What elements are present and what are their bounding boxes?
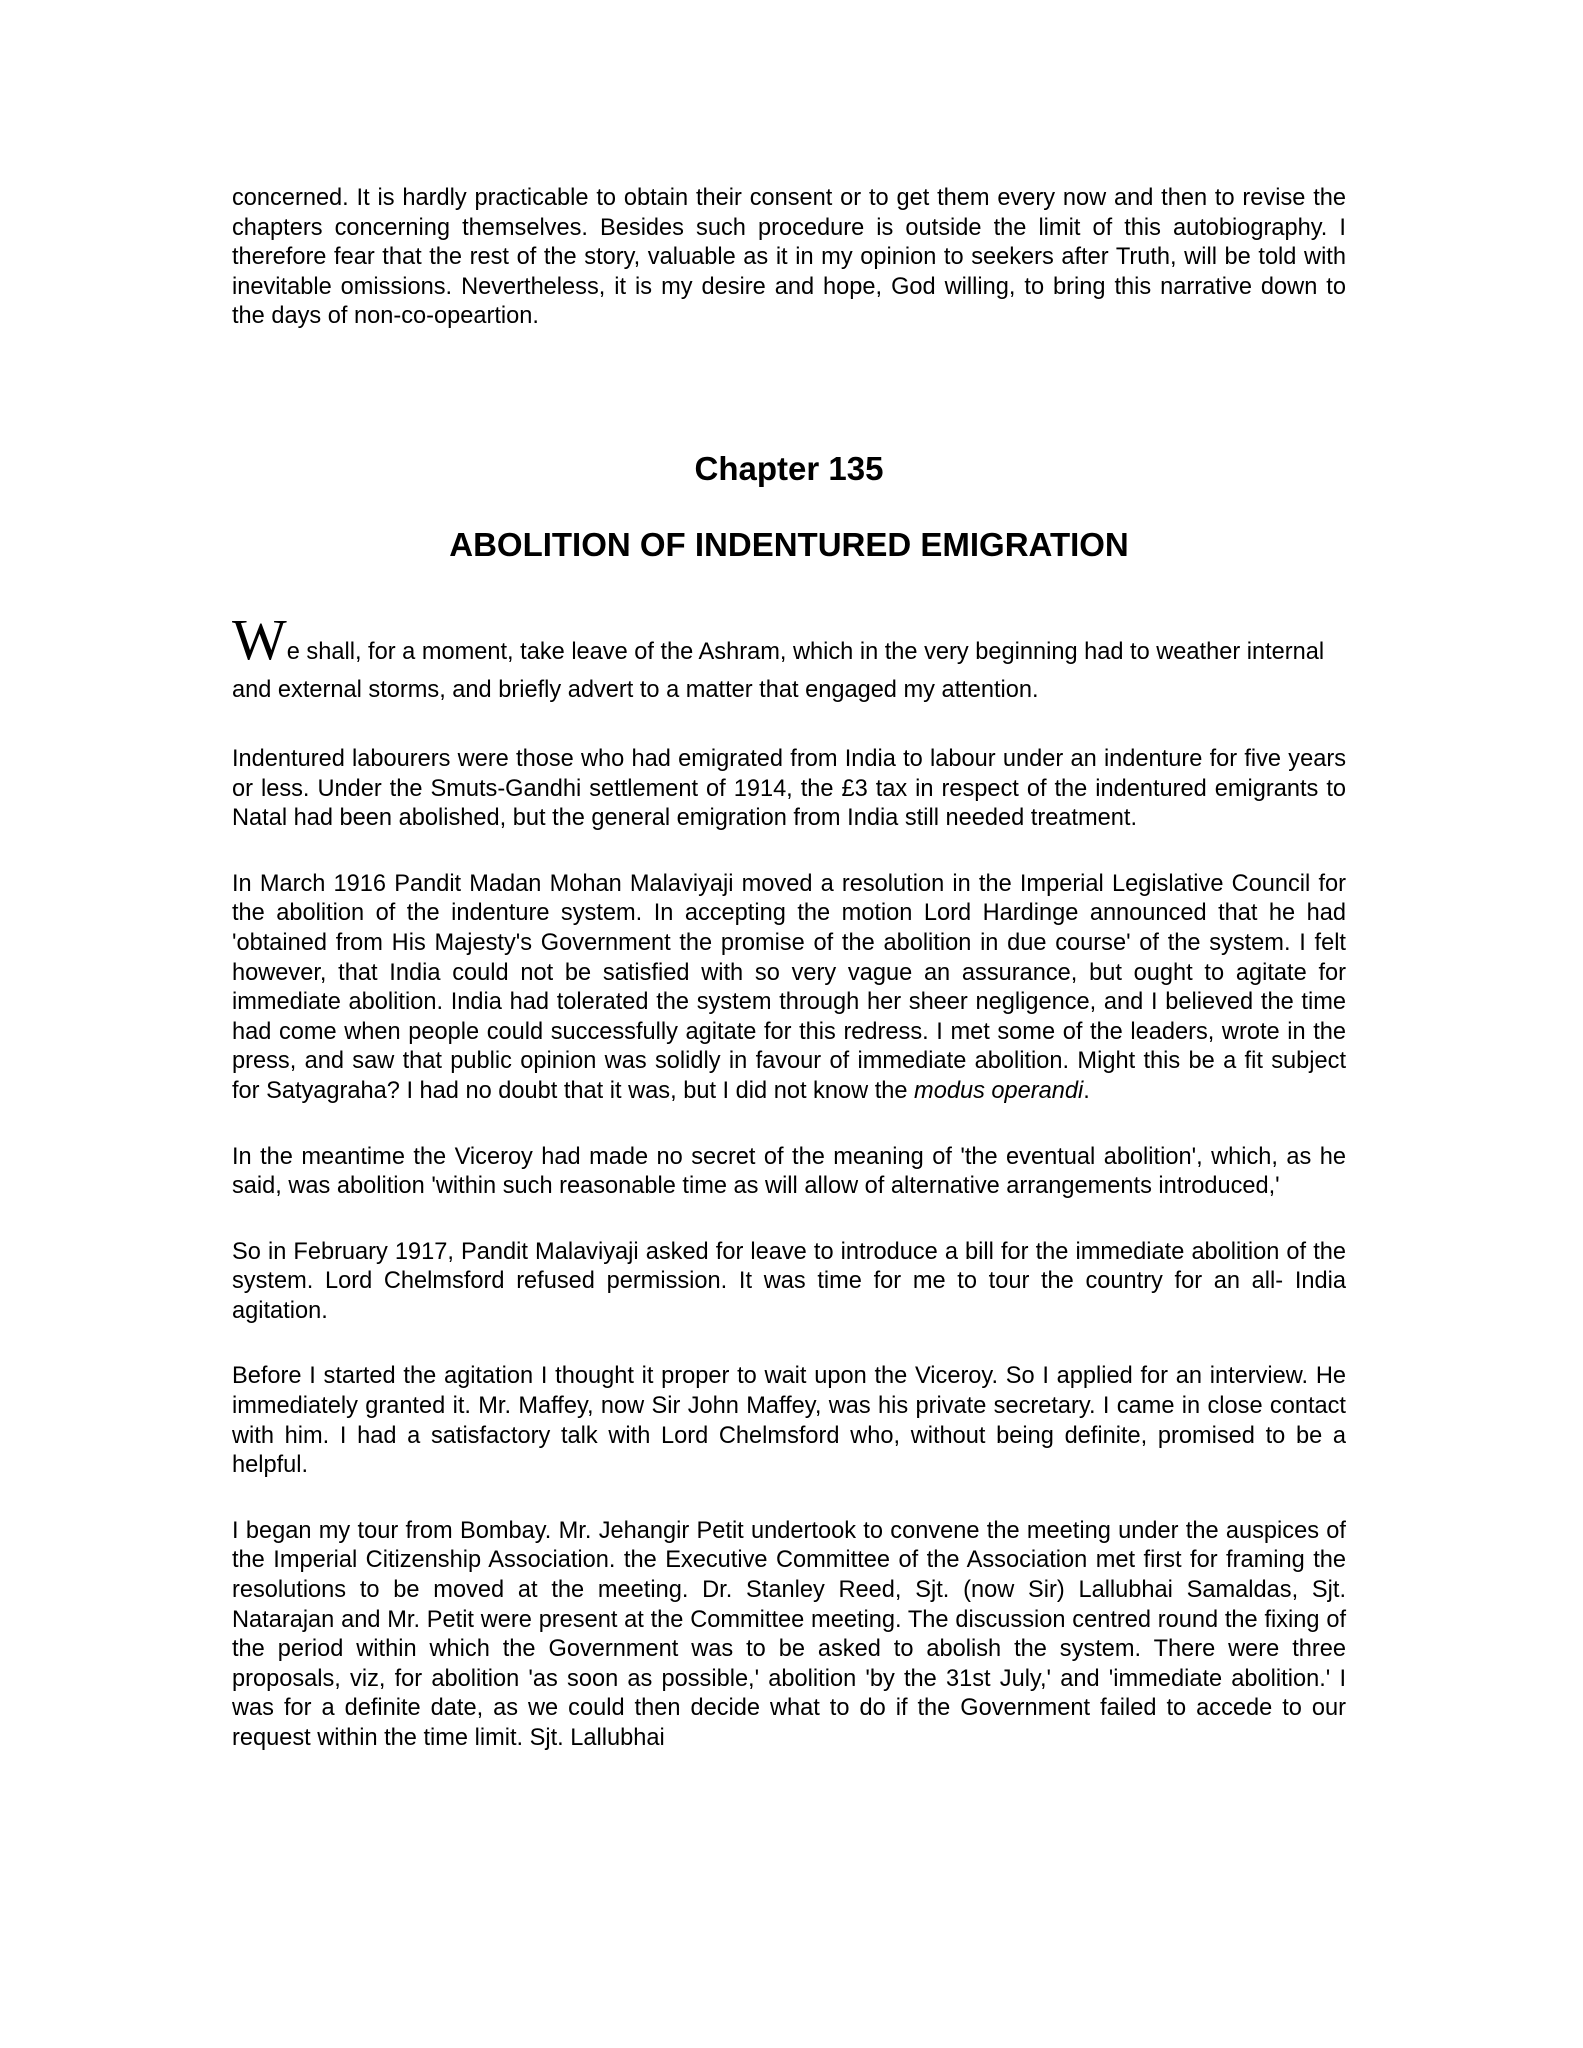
paragraph-3-text: In March 1916 Pandit Madan Mohan Malaviyaji moved a resolution in the Imperial Legislative Council for the abolition of the indenture system. In accepting the motion Lord Hardinge announced that he had 'obtained from His Majesty's Government the promise of the abolition in due course' of the system. I felt however, that India could not be satisfied with so very vague an assurance, but ought to agitate for immediate abolition. India had tolerated the system through her sheer negligence, and I believed the time had come when people could successfully agitate for this redress. I met some of the leaders, wrote in the press, and saw that public opinion was solidly in favour of immediate abolition. Might this be a fit subject for Satyagraha? I had no doubt that it was, but I did not know the <box>232 870 1346 1104</box>
drop-cap: W <box>232 606 287 672</box>
paragraph-2: Indentured labourers were those who had emigrated from India to labour under an indenture for five years or less. Under the Smuts-Gandhi settlement of 1914, the £3 tax in respect of the indentured emigrants to Natal had been abolished, but the general emigration from India still needed treatment. <box>232 745 1346 832</box>
paragraph-3-italic: modus operandi <box>914 1077 1084 1104</box>
paragraph-1 <box>232 606 1346 709</box>
paragraph-1-text: e shall, for a moment, take leave of the Ashram, which in the very beginning had to weather internal and external storms, and briefly advert to a matter that engaged my attention. <box>232 638 1325 703</box>
paragraph-5: So in February 1917, Pandit Malaviyaji asked for leave to introduce a bill for the immediate abolition of the system. Lord Chelmsford refused permission. It was time for me to tour the country for an all- India agitation. <box>232 1238 1346 1324</box>
paragraph-3-end: . <box>1083 1077 1090 1104</box>
chapter-number: Chapter 135 <box>694 449 884 487</box>
paragraph-7: I began my tour from Bombay. Mr. Jehangir Petit undertook to convene the meeting under the auspices of the Imperial Citizenship Association. the Executive Committee of the Association met first for framing the resolutions to be moved at the meeting. Dr. Stanley Reed, Sjt. (now Sir) Lallubhai Samaldas, Sjt. Natarajan and Mr. Petit were present at the Committee meeting. The discussion centred round the fixing of the period within which the Government was to be asked to abolish the system. There were three proposals, viz, for abolition 'as soon as possible,' abolition 'by the 31st July,' and 'immediate abolition.' I was for a definite date, as we could then decide what to do if the Government failed to accede to our request within the time limit. Sjt. Lallubhai <box>232 1517 1346 1751</box>
intro-paragraph: concerned. It is hardly practicable to obtain their consent or to get them every now and then to revise the chapters concerning themselves. Besides such procedure is outside the limit of this autobiography. I therefore fear that the rest of the story, valuable as it in my opinion to seekers after Truth, will be told with inevitable omissions. Nevertheless, it is my desire and hope, God willing, to bring this narrative down to the days of non-co-opeartion. <box>232 185 1346 330</box>
paragraph-3 <box>232 870 1346 1107</box>
paragraph-4: In the meantime the Viceroy had made no secret of the meaning of 'the eventual abolition', which, as he said, was abolition 'within such reasonable time as will allow of alternative arrangements introduced,' <box>232 1143 1346 1200</box>
document-page <box>232 184 1346 1754</box>
chapter-title: ABOLITION OF INDENTURED EMIGRATION <box>449 525 1129 563</box>
paragraph-6: Before I started the agitation I thought it proper to wait upon the Viceroy. So I applied for an interview. He immediately granted it. Mr. Maffey, now Sir John Maffey, was his private secretary. I came in close contact with him. I had a satisfactory talk with Lord Chelmsford who, without being definite, promised to be a helpful. <box>232 1363 1346 1479</box>
